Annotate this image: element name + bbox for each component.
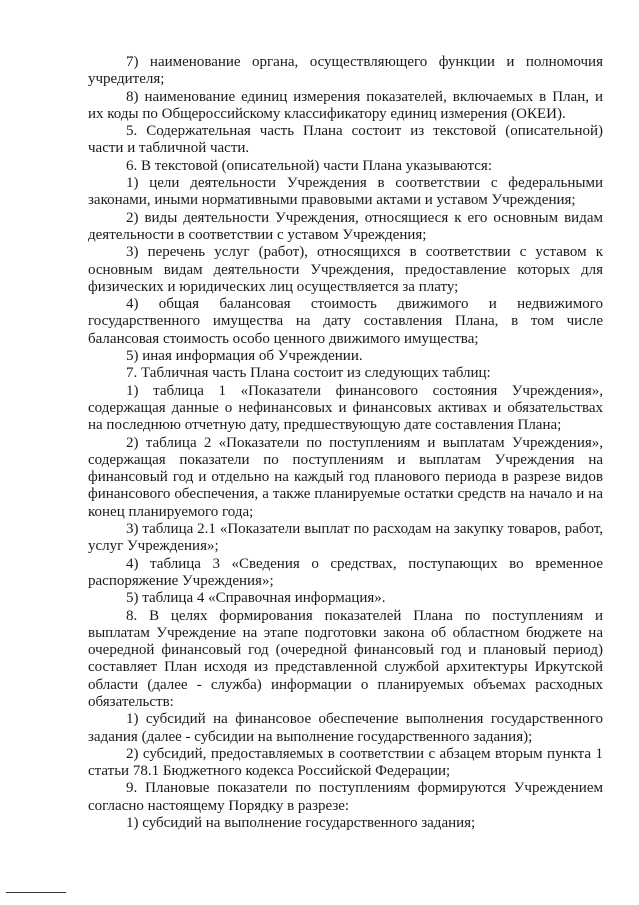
- paragraph-clause-6-item-3: 3) перечень услуг (работ), относящихся в соответствии с уставом к основным видам деятельности Учреждения, предоставление которых для физических и юридических лиц осуществляется за плату;: [88, 244, 603, 295]
- paragraph-clause-6-item-1: 1) цели деятельности Учреждения в соответствии с федеральными законами, иными нормативными правовыми актами и уставом Учреждения;: [88, 175, 603, 209]
- paragraph-clause-7-table-4: 5) таблица 4 «Справочная информация».: [126, 590, 386, 607]
- paragraph-clause-7-table-2: 2) таблица 2 «Показатели по поступлениям и выплатам Учреждения», содержащая показатели по поступлениям и выплатам Учреждения на финансовый год и отдельно на каждый год планового периода в разрезе видов финансового обеспечения, а также планируемые остатки средств на начало и на конец планируемого года;: [88, 434, 603, 520]
- paragraph-clause-6-item-2: 2) виды деятельности Учреждения, относящиеся к его основным видам деятельности в соответствии с уставом Учреждения;: [88, 209, 603, 243]
- paragraph-clause-5: 5. Содержательная часть Плана состоит из текстовой (описательной) части и табличной части.: [88, 123, 603, 157]
- footnote-rule: [6, 892, 66, 893]
- paragraph-item-8-measurement-units: 8) наименование единиц измерения показателей, включаемых в План, и их коды по Общероссийскому классификатору единиц измерения (ОКЕИ).: [88, 88, 603, 122]
- paragraph-clause-7-table-2-1: 3) таблица 2.1 «Показатели выплат по расходам на закупку товаров, работ, услуг Учреждения»;: [88, 521, 603, 555]
- document-page: [88, 54, 603, 832]
- paragraph-clause-9: 9. Плановые показатели по поступлениям формируются Учреждением согласно настоящему Порядку в разрезе:: [88, 780, 603, 814]
- paragraph-clause-6-item-5: 5) иная информация об Учреждении.: [126, 348, 363, 365]
- paragraph-clause-8: 8. В целях формирования показателей Плана по поступлениям и выплатам Учреждение на этапе подготовки закона об областном бюджете на очередной финансовый год (очередной финансовый год и плановый период) составляет План исходя из представленной службой архитектуры Иркутской области (далее - служба) информации о планируемых объемах расходных обязательств:: [88, 607, 603, 710]
- paragraph-item-7-authority-name: 7) наименование органа, осуществляющего функции и полномочия учредителя;: [88, 54, 603, 88]
- paragraph-clause-7-table-3: 4) таблица 3 «Сведения о средствах, поступающих во временное распоряжение Учреждения»;: [88, 555, 603, 589]
- paragraph-clause-7-table-1: 1) таблица 1 «Показатели финансового состояния Учреждения», содержащая данные о нефинансовых и финансовых активах и обязательствах на последнюю отчетную дату, предшествующую дате составления Плана;: [88, 382, 603, 434]
- paragraph-clause-8-item-1: 1) субсидий на финансовое обеспечение выполнения государственного задания (далее - субсидии на выполнение государственного задания);: [88, 711, 603, 745]
- paragraph-clause-7: 7. Табличная часть Плана состоит из следующих таблиц:: [126, 365, 491, 382]
- paragraph-clause-9-item-1: 1) субсидий на выполнение государственного задания;: [126, 815, 476, 832]
- paragraph-clause-6: 6. В текстовой (описательной) части Плана указываются:: [126, 157, 492, 174]
- paragraph-clause-6-item-4: 4) общая балансовая стоимость движимого и недвижимого государственного имущества на дату составления Плана, в том числе балансовая стоимость особо ценного движимого имущества;: [88, 296, 603, 347]
- paragraph-clause-8-item-2: 2) субсидий, предоставляемых в соответствии с абзацем вторым пункта 1 статьи 78.1 Бюджетного кодекса Российской Федерации;: [88, 745, 603, 780]
